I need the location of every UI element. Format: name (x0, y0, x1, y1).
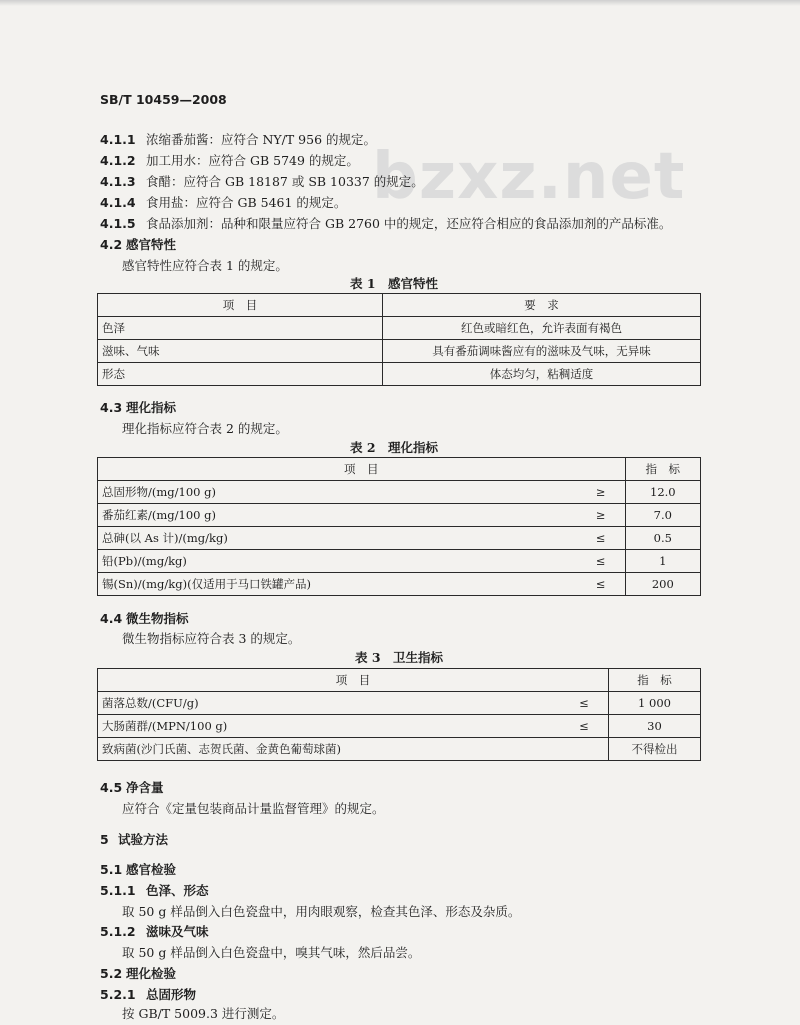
clause-4-1-1: 4.1.1 浓缩番茄酱：应符合 NY/T 956 的规定。 (100, 132, 377, 147)
table-cell: 锡(Sn)/(mg/kg)(仅适用于马口铁罐产品) (98, 573, 577, 596)
clause-4-1-4: 4.1.4 食用盐：应符合 GB 5461 的规定。 (100, 195, 347, 210)
table-cell: 体态均匀，粘稠适度 (383, 363, 701, 386)
table-cell: 大肠菌群/(MPN/100 g) (98, 715, 561, 738)
table-cell: 1 (625, 550, 700, 573)
section-4-3-body: 理化指标应符合表 2 的规定。 (122, 421, 288, 436)
table1-sensory (97, 293, 701, 386)
section-5-1-heading: 5.1 感官检验 (100, 862, 177, 877)
table-cell: ≤ (577, 550, 626, 573)
table2-physicochemical (97, 457, 701, 596)
table-header-row (98, 458, 701, 481)
table-cell: 总砷(以 As 计)/(mg/kg) (98, 527, 577, 550)
table-header: 要 求 (383, 294, 701, 317)
table-row (98, 340, 701, 363)
section-5-2-1-heading: 5.2.1 总固形物 (100, 987, 197, 1002)
table-cell: ≤ (560, 715, 609, 738)
section-4-5-body: 应符合《定量包装商品计量监督管理》的规定。 (122, 801, 385, 816)
section-5-1-2-heading: 5.1.2 滋味及气味 (100, 924, 209, 939)
watermark: bzxz.net (372, 140, 686, 214)
table-cell: 菌落总数/(CFU/g) (98, 692, 561, 715)
table-header: 指 标 (609, 669, 701, 692)
table-row (98, 504, 701, 527)
table3-caption: 表 3 卫生指标 (355, 650, 444, 665)
table-row (98, 527, 701, 550)
table-row (98, 317, 701, 340)
table-header: 项 目 (98, 458, 626, 481)
table-row (98, 738, 701, 761)
table-row (98, 481, 701, 504)
table-cell: ≤ (577, 573, 626, 596)
section-5-2-1-body: 按 GB/T 5009.3 进行测定。 (122, 1006, 285, 1021)
clause-4-1-3: 4.1.3 食醋：应符合 GB 18187 或 SB 10337 的规定。 (100, 174, 424, 189)
section-5-2-heading: 5.2 理化检验 (100, 966, 177, 981)
table-header: 指 标 (625, 458, 700, 481)
table-cell: ≥ (577, 504, 626, 527)
section-5-1-2-body: 取 50 g 样品倒入白色瓷盘中，嗅其气味，然后品尝。 (122, 945, 421, 960)
section-4-4-body: 微生物指标应符合表 3 的规定。 (122, 631, 301, 646)
table-row (98, 363, 701, 386)
clause-4-1-5: 4.1.5 食品添加剂：品种和限量应符合 GB 2760 中的规定，还应符合相应的食品添加剂的产品标准。 (100, 216, 672, 231)
table-row (98, 715, 701, 738)
table-cell: 1 000 (609, 692, 701, 715)
table-cell: 不得检出 (609, 738, 701, 761)
table-header-row (98, 669, 701, 692)
table-cell: ≤ (560, 692, 609, 715)
table1-caption: 表 1 感官特性 (350, 276, 439, 291)
table-cell: 铅(Pb)/(mg/kg) (98, 550, 577, 573)
section-5-1-1-heading: 5.1.1 色泽、形态 (100, 883, 209, 898)
standard-code: SB/T 10459—2008 (100, 92, 227, 107)
table-cell: 色泽 (98, 317, 383, 340)
table-header-row (98, 294, 701, 317)
table-cell: 30 (609, 715, 701, 738)
table-cell: 12.0 (625, 481, 700, 504)
section-4-4-heading: 4.4 微生物指标 (100, 611, 189, 626)
table3-hygiene (97, 668, 701, 761)
table-cell: 具有番茄调味酱应有的滋味及气味，无异味 (383, 340, 701, 363)
table-cell: 滋味、气味 (98, 340, 383, 363)
table-row (98, 550, 701, 573)
table-row (98, 573, 701, 596)
section-5-1-1-body: 取 50 g 样品倒入白色瓷盘中，用肉眼观察，检查其色泽、形态及杂质。 (122, 904, 521, 919)
table-cell: 形态 (98, 363, 383, 386)
table-cell: ≥ (577, 481, 626, 504)
table-cell: 红色或暗红色，允许表面有褐色 (383, 317, 701, 340)
table-cell: 7.0 (625, 504, 700, 527)
section-4-2-body: 感官特性应符合表 1 的规定。 (122, 258, 288, 273)
table-cell: ≤ (577, 527, 626, 550)
table-cell: 0.5 (625, 527, 700, 550)
section-4-5-heading: 4.5 净含量 (100, 780, 164, 795)
table-row (98, 692, 701, 715)
table-cell: 200 (625, 573, 700, 596)
table-header: 项 目 (98, 294, 383, 317)
table-header: 项 目 (98, 669, 609, 692)
section-5-heading: 5 试验方法 (100, 832, 169, 847)
section-4-3-heading: 4.3 理化指标 (100, 400, 177, 415)
table2-caption: 表 2 理化指标 (350, 440, 439, 455)
table-cell: 致病菌(沙门氏菌、志贺氏菌、金黄色葡萄球菌) (98, 738, 609, 761)
clause-4-1-2: 4.1.2 加工用水：应符合 GB 5749 的规定。 (100, 153, 359, 168)
table-cell: 总固形物/(mg/100 g) (98, 481, 577, 504)
table-cell: 番茄红素/(mg/100 g) (98, 504, 577, 527)
section-4-2-heading: 4.2 感官特性 (100, 237, 177, 252)
